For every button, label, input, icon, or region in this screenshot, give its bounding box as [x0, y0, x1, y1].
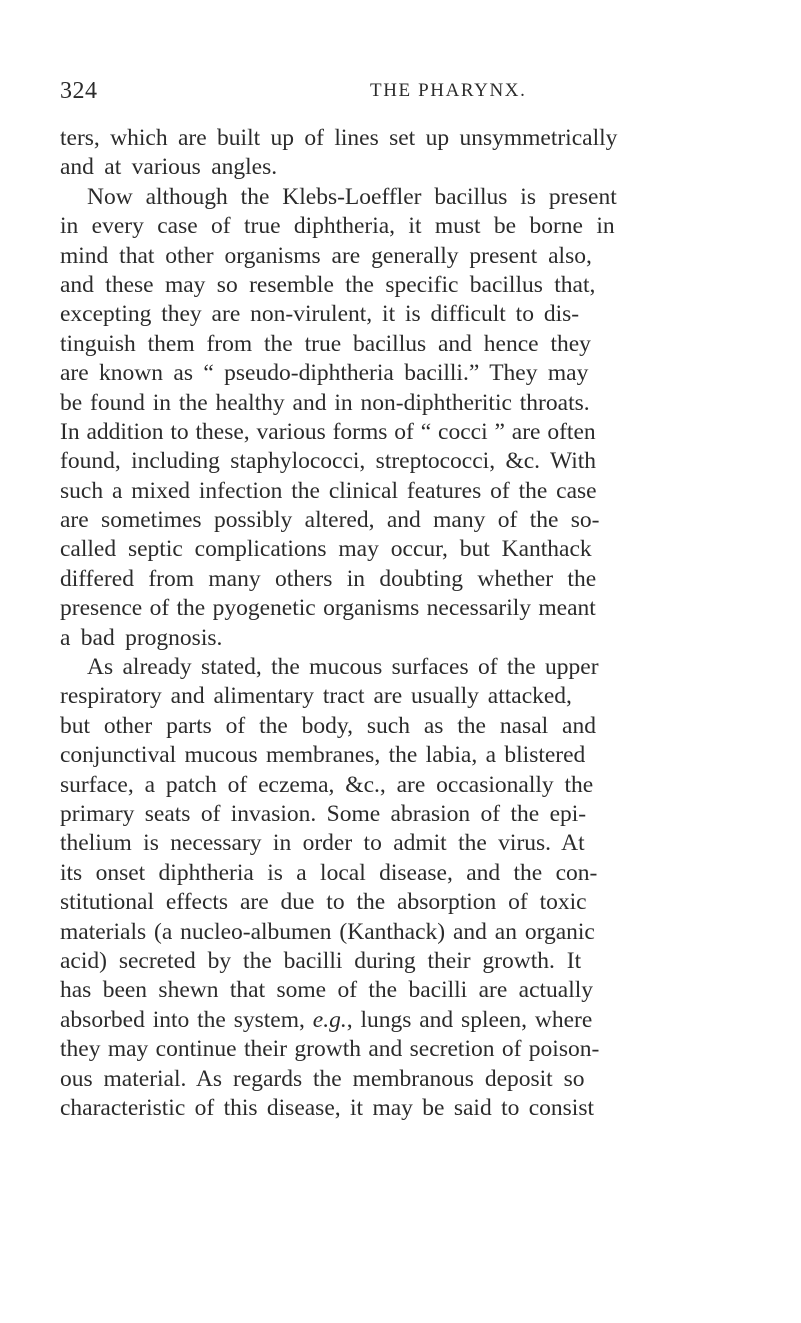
text-line: presence of the pyogenetic organisms necessarily meant [60, 595, 596, 622]
text-line: they may continue their growth and secretion of poison- [60, 1036, 600, 1063]
text-line: tinguish them from the true bacillus and hence they [60, 330, 591, 357]
text-line: has been shewn that some of the bacilli are actually [60, 977, 594, 1004]
text-line: acid) secreted by the bacilli during their growth. It [60, 947, 582, 974]
text-line: such a mixed infection the clinical features of the case [60, 477, 597, 504]
text-line: absorbed into the system, e.g., lungs and spleen, where [60, 1006, 593, 1033]
text-line: differed from many others in doubting whether the [60, 565, 597, 592]
text-line: are known as “ pseudo-diphtheria bacilli.” They may [60, 360, 589, 387]
text-line: respiratory and alimentary tract are usually attacked, [60, 683, 572, 710]
text-line: and at various angles. [60, 154, 278, 181]
text-line: characteristic of this disease, it may be said to consist [60, 1094, 594, 1121]
text-line: In addition to these, various forms of “ cocci ” are often [60, 418, 596, 445]
text-line: excepting they are non-virulent, it is difficult to dis- [60, 301, 580, 328]
text-line: and these may so resemble the specific bacillus that, [60, 271, 596, 298]
text-line: surface, a patch of eczema, &c., are occasionally the [60, 771, 594, 798]
text-line: materials (a nucleo-albumen (Kanthack) and an organic [60, 918, 595, 945]
text-line: ters, which are built up of lines set up unsymmetrically [60, 125, 618, 151]
text-line: called septic complications may occur, but Kanthack [60, 536, 592, 563]
text-line: its onset diphtheria is a local disease, and the con- [60, 859, 598, 886]
page-number: 324 [60, 78, 98, 104]
body-text [60, 124, 800, 1123]
text-line: primary seats of invasion. Some abrasion of the epi- [60, 800, 587, 827]
text-line: be found in the healthy and in non-diphtheritic throats. [60, 389, 590, 416]
text-line: are sometimes possibly altered, and many of the so- [60, 507, 600, 534]
text-line: conjunctival mucous membranes, the labia, a blistered [60, 742, 586, 769]
text-line: stitutional effects are due to the absorption of toxic [60, 889, 587, 916]
text-line: in every case of true diphtheria, it must be borne in [60, 213, 615, 240]
text-line: mind that other organisms are generally present also, [60, 242, 592, 269]
text-line: a bad prognosis. [60, 624, 223, 651]
running-title: THE PHARYNX. [370, 80, 527, 101]
running-head [60, 78, 790, 108]
text-line: found, including staphylococci, streptococci, &c. With [60, 448, 597, 475]
text-line: Now although the Klebs-Loeffler bacillus is present [87, 183, 617, 210]
text-line: ous material. As regards the membranous deposit so [60, 1065, 585, 1092]
text-line: but other parts of the body, such as the nasal and [60, 712, 596, 739]
text-line: As already stated, the mucous surfaces of the upper [87, 654, 599, 681]
text-line: thelium is necessary in order to admit the virus. At [60, 830, 585, 857]
